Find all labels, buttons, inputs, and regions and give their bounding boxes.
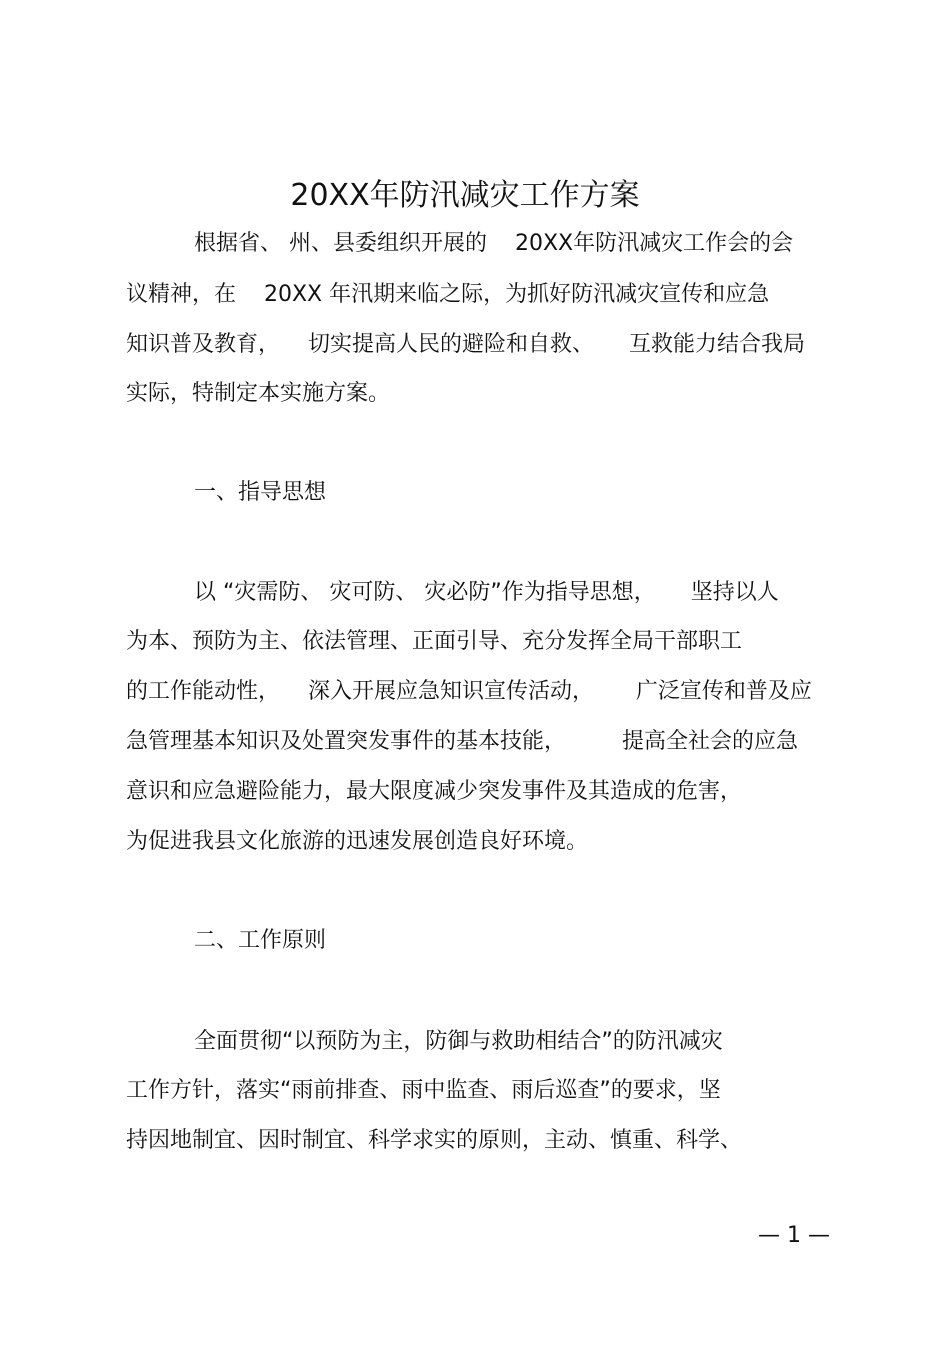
section2-line: 工作方针，落实“雨前排查、雨中监查、雨后巡查”的要求，坚 <box>126 1078 721 1103</box>
section-heading-guiding-ideology: 一、指导思想 <box>194 480 327 505</box>
section1-line: 以 “灾需防、 灾可防、 灾必防”作为指导思想， 坚持以人 <box>194 580 779 605</box>
intro-line: 知识普及教育， 切实提高人民的避险和自救、 互救能力结合我局 <box>126 332 805 357</box>
section1-line: 意识和应急避险能力，最大限度减少突发事件及其造成的危害， <box>126 779 743 804</box>
page-number: — 1 — <box>758 1223 830 1248</box>
section1-line: 为促进我县文化旅游的迅速发展创造良好环境。 <box>126 829 589 854</box>
section2-line: 持因地制宜、因时制宜、科学求实的原则，主动、慎重、科学、 <box>126 1128 743 1153</box>
section1-line: 为本、预防为主、依法管理、正面引导、充分发挥全局干部职工 <box>126 629 743 654</box>
document-title: 20XX年防汛减灾工作方案 <box>290 178 640 213</box>
intro-line: 议精神，在 20XX 年汛期来临之际，为抓好防汛减灾宣传和应急 <box>126 282 770 307</box>
intro-line: 实际，特制定本实施方案。 <box>126 381 391 406</box>
section1-line: 急管理基本知识及处置突发事件的基本技能， 提高全社会的应急 <box>126 729 798 754</box>
section-heading-working-principles: 二、工作原则 <box>194 928 327 953</box>
intro-line: 根据省、 州、县委组织开展的 20XX年防汛减灾工作会的会 <box>194 231 794 256</box>
section1-line: 的工作能动性， 深入开展应急知识宣传活动， 广泛宣传和普及应 <box>126 679 812 704</box>
section2-line: 全面贯彻“以预防为主，防御与救助相结合”的防汛减灾 <box>194 1029 723 1054</box>
